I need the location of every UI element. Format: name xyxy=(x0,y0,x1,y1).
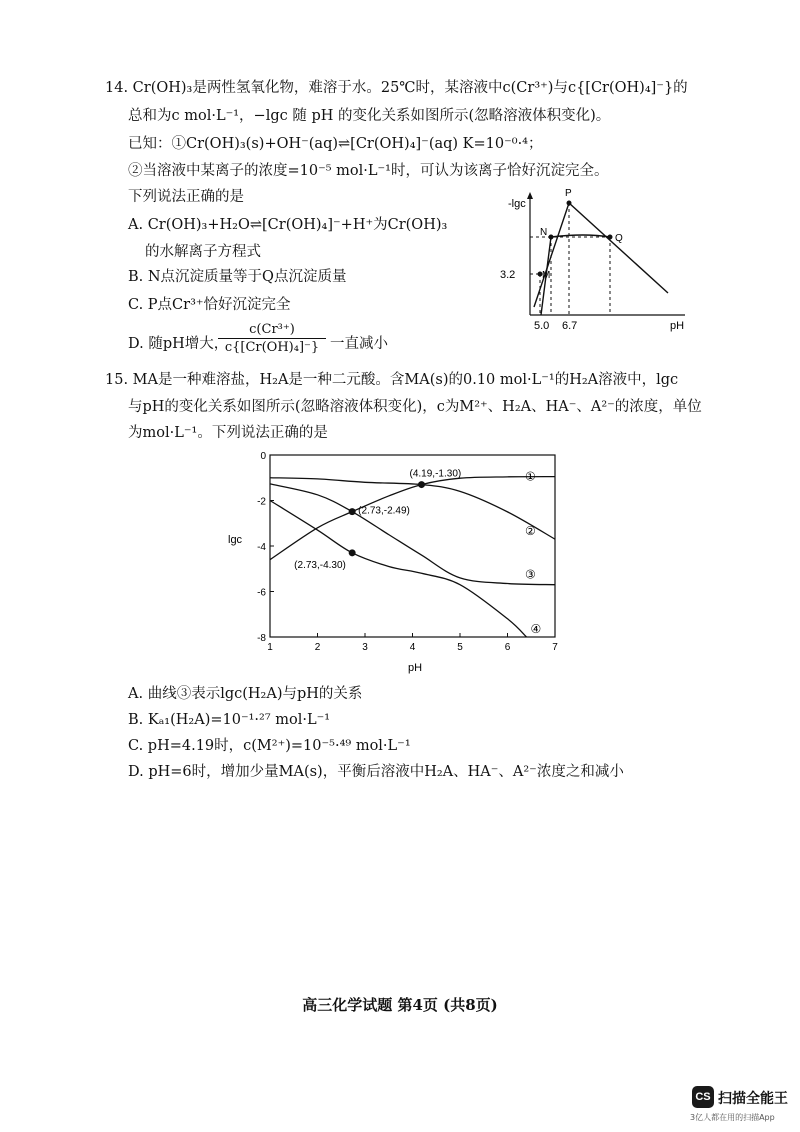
q15-x-tick-label: 1 xyxy=(267,642,273,653)
q15-annotation-label: (2.73,-2.49) xyxy=(358,505,410,517)
camscanner-tagline: 3亿人都在用的扫描App xyxy=(690,1113,775,1122)
q14-point-q xyxy=(608,235,613,240)
q15-option-a: A. 曲线③表示lgc(H₂A)与pH的关系 xyxy=(128,686,363,702)
fraction-numerator: c(Cr³⁺) xyxy=(249,322,295,337)
q15-y-tick-label: -6 xyxy=(257,587,266,599)
q14-option-a-line-2: 的水解离子方程式 xyxy=(145,244,261,260)
q15-chart xyxy=(220,445,570,675)
q14-line-5: 下列说法正确的是 xyxy=(128,189,244,205)
q15-y-label: lgc xyxy=(228,534,243,546)
q15-line-2: 与pH的变化关系如图所示(忽略溶液体积变化)，c为M²⁺、H₂A、HA⁻、A²⁻的浓度，单位 xyxy=(128,399,702,415)
q14-y-tick: 3.2 xyxy=(500,269,516,281)
q15-option-b: B. Kₐ₁(H₂A)=10⁻¹·²⁷ mol·L⁻¹ xyxy=(128,712,331,728)
q15-option-d: D. pH=6时，增加少量MA(s)，平衡后溶液中H₂A、HA⁻、A²⁻浓度之和减小 xyxy=(128,764,624,780)
q14-option-c: C. P点Cr³⁺恰好沉淀完全 xyxy=(128,297,291,313)
q14-label-p: P xyxy=(565,188,572,199)
q15-option-c: C. pH=4.19时，c(M²⁺)=10⁻⁵·⁴⁹ mol·L⁻¹ xyxy=(128,738,411,754)
fraction-denominator: c{[Cr(OH)₄]⁻} xyxy=(224,340,320,355)
q15-y-tick-label: 0 xyxy=(260,451,266,462)
q14-option-d-suffix: 一直减小 xyxy=(330,336,388,352)
q14-y-arrow xyxy=(527,192,533,199)
q15-x-label: pH xyxy=(408,662,423,674)
q15-x-tick-label: 5 xyxy=(457,642,463,653)
q15-annotation-point xyxy=(349,549,356,556)
q14-x-label: pH xyxy=(670,320,685,332)
q15-x-tick-label: 3 xyxy=(362,642,368,653)
q15-y-tick-label: -8 xyxy=(257,633,266,644)
q14-label-m: M xyxy=(542,270,551,281)
q15-y-tick-label: -2 xyxy=(257,496,266,508)
q14-option-d-fraction xyxy=(218,322,326,355)
q14-option-b: B. N点沉淀质量等于Q点沉淀质量 xyxy=(128,269,347,285)
q15-line-1: 15. MA是一种难溶盐，H₂A是一种二元酸。含MA(s)的0.10 mol·L⁻¹的H₂A溶液中，lgc xyxy=(105,372,679,388)
q15-x-tick-label: 4 xyxy=(409,642,416,653)
q15-line-3: 为mol·L⁻¹。下列说法正确的是 xyxy=(128,425,328,441)
q14-label-q: Q xyxy=(615,233,623,244)
q14-x-tick-67: 6.7 xyxy=(562,320,578,332)
q15-series-label-2: ② xyxy=(525,524,536,539)
q14-graph xyxy=(490,185,700,335)
q15-series-label-4: ④ xyxy=(530,622,542,636)
page-footer: 高三化学试题 第4页 (共8页) xyxy=(302,996,498,1014)
q14-option-a-line-1: A. Cr(OH)₃+H₂O⇌[Cr(OH)₄]⁻+H⁺为Cr(OH)₃ xyxy=(128,217,448,233)
q14-point-p xyxy=(567,201,572,206)
q15-series-label-3: ③ xyxy=(525,567,536,582)
q15-annotation-point xyxy=(349,508,356,515)
q14-point-n xyxy=(549,235,554,240)
q15-annotation-label: (2.73,-4.30) xyxy=(294,559,346,571)
q15-annotation-label: (4.19,-1.30) xyxy=(409,468,462,480)
q15-annotation-point xyxy=(418,481,425,488)
q14-option-d-prefix: D. 随pH增大， xyxy=(128,336,229,352)
q15-y-tick-label: -4 xyxy=(257,542,266,553)
q14-label-n: N xyxy=(540,227,548,238)
q15-x-tick-label: 2 xyxy=(314,642,321,653)
q14-curve-peak xyxy=(534,203,668,307)
q15-x-tick-label: 7 xyxy=(552,642,558,653)
q14-line-1: 14. Cr(OH)₃是两性氢氧化物，难溶于水。25℃时，某溶液中c(Cr³⁺)与c{[Cr(OH)₄]⁻}的 xyxy=(105,80,688,96)
q15-plot-frame xyxy=(270,455,555,637)
fraction-bar xyxy=(218,338,326,339)
q14-line-2: 总和为c mol·L⁻¹，−lgc 随 pH 的变化关系如图所示(忽略溶液体积变化)。 xyxy=(128,108,611,124)
q14-line-4: ②当溶液中某离子的浓度=10⁻⁵ mol·L⁻¹时，可认为该离子恰好沉淀完全。 xyxy=(128,163,609,179)
q14-x-tick-5: 5.0 xyxy=(534,320,550,332)
q15-x-tick-label: 6 xyxy=(504,642,511,653)
q15-series-line-1 xyxy=(270,477,555,560)
q15-series-label-1: ① xyxy=(525,469,536,484)
q14-y-label: -lgc xyxy=(508,198,526,210)
camscanner-logo-icon: CS xyxy=(692,1086,714,1108)
camscanner-name: 扫描全能王 xyxy=(718,1091,788,1107)
q14-line-3: 已知：①Cr(OH)₃(s)+OH⁻(aq)⇌[Cr(OH)₄]⁻(aq) K=10⁻⁰·⁴； xyxy=(128,136,543,152)
